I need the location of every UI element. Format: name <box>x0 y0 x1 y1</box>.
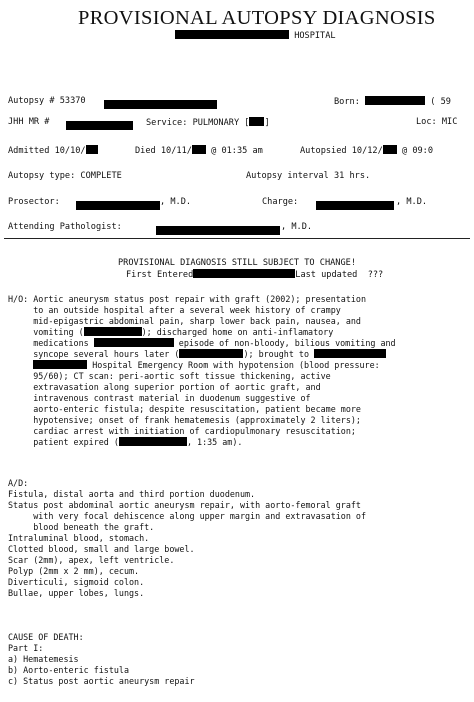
redaction <box>33 360 87 369</box>
redaction <box>119 437 187 446</box>
prosector-label: Prosector: <box>8 197 60 207</box>
died-time: @ 01:35 am <box>211 146 263 156</box>
history-line: cardiac arrest with initiation of cardiopulmonary resuscitation; <box>8 426 356 436</box>
service-close: ] <box>264 118 270 128</box>
redaction <box>192 145 206 154</box>
entry-dates <box>126 269 383 281</box>
subject-to-change: PROVISIONAL DIAGNOSIS STILL SUBJECT TO CHANGE! <box>118 258 356 268</box>
redaction <box>94 338 174 347</box>
history-line: 95/60); CT scan: peri-aortic soft tissue thickening, active <box>8 371 331 381</box>
autopsied-field <box>300 145 433 157</box>
ad-line: Scar (2mm), apex, left ventricle. <box>8 555 175 565</box>
redaction <box>104 100 217 109</box>
redaction <box>175 30 289 39</box>
redaction <box>193 269 295 278</box>
history-line: hypotensive; onset of frank hematemesis (approximately 2 liters); <box>8 415 361 425</box>
loc-label: Loc: MIC <box>416 117 458 127</box>
cod-line: b) Aorto-enteric fistula <box>8 665 130 675</box>
redaction <box>156 226 280 235</box>
redaction <box>66 121 133 130</box>
redaction <box>249 117 264 126</box>
admitted-field <box>8 145 98 157</box>
anatomic-diagnoses <box>8 478 366 599</box>
born-label: Born: <box>334 97 360 107</box>
history-line: intravenous contrast material in duodenum suggestive of <box>8 393 311 403</box>
attending-md: , M.D. <box>281 222 313 232</box>
history-text: medications <box>8 338 89 348</box>
ad-line: with very focal dehiscence along upper margin and extravasation of <box>8 511 366 521</box>
ad-line: blood beneath the graft. <box>8 522 155 532</box>
born-suffix: ( 59 <box>430 97 451 107</box>
redaction <box>316 201 394 210</box>
history-text: patient expired ( <box>8 437 119 447</box>
ad-line: Clotted blood, small and large bowel. <box>8 544 195 554</box>
first-entered-label: First Entered <box>126 270 194 280</box>
history-text: Hospital Emergency Room with hypotension (blood pressure: <box>87 360 380 370</box>
history-line <box>8 437 396 448</box>
ad-line: Intraluminal blood, stomach. <box>8 533 150 543</box>
died-label: Died 10/11/ <box>135 146 192 156</box>
died-field <box>135 145 263 157</box>
history-line: extravasation along superior portion of aortic graft, and <box>8 382 321 392</box>
history-text: vomiting ( <box>8 327 84 337</box>
admitted-label: Admitted 10/10/ <box>8 146 86 156</box>
ad-line: A/D: <box>8 478 29 488</box>
ad-line: Diverticuli, sigmoid colon. <box>8 577 145 587</box>
page-title: PROVISIONAL AUTOPSY DIAGNOSIS <box>78 7 436 29</box>
history-line <box>8 360 396 371</box>
ad-line: Fistula, distal aorta and third portion duodenum. <box>8 489 256 499</box>
cause-of-death <box>8 632 195 687</box>
history-text: episode of non-bloody, bilious vomiting and <box>173 338 396 348</box>
separator-line <box>4 238 470 239</box>
service-field <box>146 117 270 129</box>
cod-line: a) Hematemesis <box>8 654 79 664</box>
history-text: syncope several hours later ( <box>8 349 180 359</box>
history-line <box>8 338 396 349</box>
history-line: H/O: Aortic aneurysm status post repair with graft (2002); presentation <box>8 294 366 304</box>
history-text: ); brought to <box>243 349 309 359</box>
service-label: Service: PULMONARY [ <box>146 118 250 128</box>
hospital-label: HOSPITAL <box>294 31 336 41</box>
history-line <box>8 327 396 338</box>
prosector-md: , M.D. <box>160 197 192 207</box>
born-field <box>334 96 451 108</box>
ad-line: Bullae, upper lobes, lungs. <box>8 588 145 598</box>
autopsy-type: Autopsy type: COMPLETE <box>8 171 122 181</box>
autopsied-label: Autopsied 10/12/ <box>300 146 383 156</box>
history-line <box>8 349 396 360</box>
history-line: mid-epigastric abdominal pain, sharp lower back pain, nausea, and <box>8 316 361 326</box>
charge-md: , M.D. <box>396 197 428 207</box>
history-line: to an outside hospital after a several week history of crampy <box>8 305 341 315</box>
redaction <box>76 201 160 210</box>
ad-line: Status post abdominal aortic aneurysm repair, with aorto-femoral graft <box>8 500 361 510</box>
autopsied-time: @ 09:0 <box>401 146 434 156</box>
history-text: ); discharged home on anti-inflamatory <box>141 327 334 337</box>
redaction <box>179 349 243 358</box>
redaction <box>314 349 386 358</box>
cod-line: c) Status post aortic aneurysm repair <box>8 676 195 686</box>
cod-line: CAUSE OF DEATH: <box>8 632 84 642</box>
history-line: aorto-enteric fistula; despite resuscitation, patient became more <box>8 404 361 414</box>
cod-line: Part I: <box>8 643 44 653</box>
redaction <box>86 145 98 154</box>
last-updated-label: Last updated ??? <box>295 270 384 280</box>
hospital-line <box>175 30 336 42</box>
autopsy-interval: Autopsy interval 31 hrs. <box>246 171 371 181</box>
attending-label: Attending Pathologist: <box>8 222 122 232</box>
redaction <box>365 96 425 105</box>
autopsy-number: Autopsy # 53370 <box>8 96 86 106</box>
charge-label: Charge: <box>262 197 299 207</box>
redaction <box>84 327 142 336</box>
history-text: , 1:35 am). <box>186 437 243 447</box>
mr-label: JHH MR # <box>8 117 50 127</box>
ad-line: Polyp (2mm x 2 mm), cecum. <box>8 566 140 576</box>
history-block <box>8 294 396 448</box>
redaction <box>383 145 397 154</box>
